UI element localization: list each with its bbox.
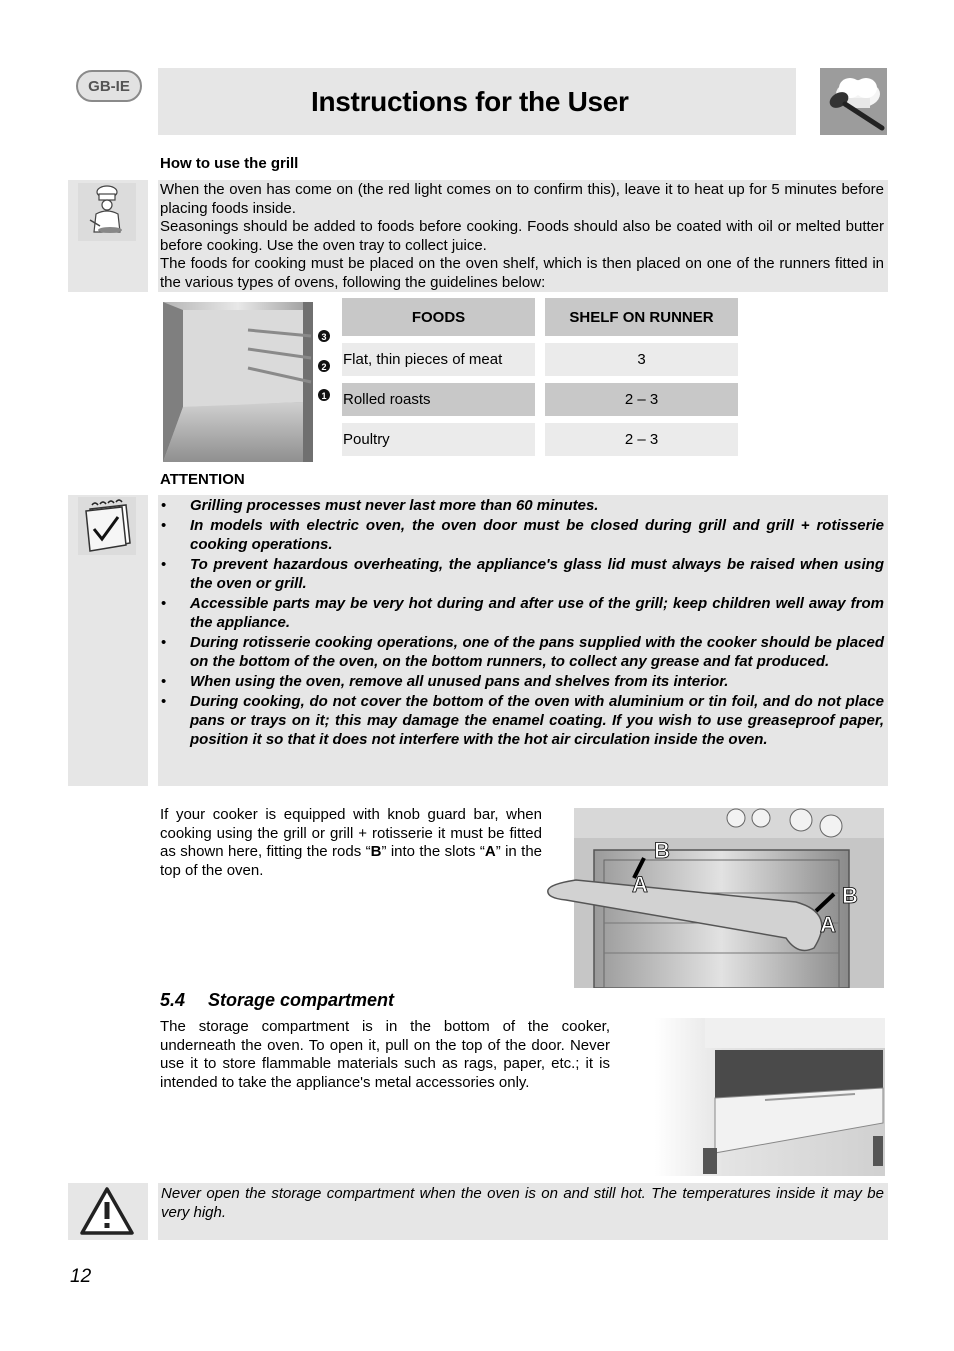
notepad-check-icon — [78, 497, 136, 555]
page-title: Instructions for the User — [311, 86, 629, 117]
knob-guard-text: If your cooker is equipped with knob guard bar, when cooking using the grill or grill + rotisserie it must be fitted as shown here, fitting the rods “B” into the slots “A” in the top of the oven. — [160, 806, 542, 879]
oven-runners-diagram — [163, 302, 331, 462]
figure-label-a: A — [632, 872, 648, 897]
runner-number: 1 — [321, 391, 327, 401]
runner-number: 2 — [321, 362, 327, 372]
figure-label-b: B — [842, 883, 858, 908]
list-item: • To prevent hazardous overheating, the appliance's glass lid must always be raised when using the oven or grill. — [160, 555, 884, 593]
table-row — [342, 383, 738, 416]
table-header: FOODS — [342, 298, 535, 336]
chef-icon — [78, 183, 136, 241]
grill-paragraph: Seasonings should be added to foods before cooking. Foods should also be coated with oil or melted butter before cooking. Use the oven tray to collect juice. — [160, 218, 884, 254]
spoon-chef-hat-icon — [820, 68, 887, 135]
list-item: • Grilling processes must never last more than 60 minutes. — [160, 496, 884, 515]
table-cell: 2 – 3 — [545, 423, 738, 456]
list-item: • During cooking, do not cover the bottom of the oven with aluminium or tin foil, and do not place pans or trays on it; this may damage the enamel coating. If you wish to use greaseproof paper, position it so that it does not interfere with the hot air circulation inside the oven. — [160, 692, 884, 749]
storage-compartment-image — [655, 1018, 885, 1176]
list-item: • When using the oven, remove all unused pans and shelves from its interior. — [160, 672, 884, 691]
grill-paragraph: The foods for cooking must be placed on the oven shelf, which is then placed on one of the runners fitted in the various types of ovens, following the guidelines below: — [160, 255, 884, 291]
table-header: SHELF ON RUNNER — [545, 298, 738, 336]
table-row — [342, 343, 738, 376]
grill-paragraph: When the oven has come on (the red light comes on to confirm this), leave it to heat up for 5 minutes before placing foods inside. — [160, 181, 884, 217]
list-item: • During rotisserie cooking operations, one of the pans supplied with the cooker should be placed on the bottom of the oven, on the bottom runners, to collect any grease and fat produced. — [160, 633, 884, 671]
grill-intro-text — [160, 181, 884, 292]
attention-list — [160, 496, 884, 750]
table-cell: Rolled roasts — [342, 383, 535, 416]
table-header-row — [342, 298, 738, 336]
warning-text: Never open the storage compartment when the oven is on and still hot. The temperatures inside it may be very high. — [161, 1185, 884, 1221]
table-cell: 3 — [545, 343, 738, 376]
table-cell: Poultry — [342, 423, 535, 456]
storage-text: The storage compartment is in the bottom of the cooker, underneath the oven. To open it, pull on the top of the door. Never use it to store flammable materials such as rags, paper, etc.; it is intended to take the appliance's metal accessories only. — [160, 1018, 610, 1091]
attention-heading: ATTENTION — [160, 471, 245, 488]
shelf-table — [332, 291, 748, 463]
warning-triangle-icon — [80, 1186, 134, 1236]
knob-guard-figure — [546, 808, 884, 988]
list-item: • Accessible parts may be very hot during and after use of the grill; keep children well away from the appliance. — [160, 594, 884, 632]
storage-heading: 5.4 Storage compartment — [160, 990, 395, 1010]
runner-number: 3 — [321, 332, 327, 342]
list-item: • In models with electric oven, the oven door must be closed during grill and grill + rotisserie cooking operations. — [160, 516, 884, 554]
figure-label-b: B — [654, 838, 670, 863]
table-row — [342, 423, 738, 456]
table-cell: Flat, thin pieces of meat — [342, 343, 535, 376]
grill-heading: How to use the grill — [160, 155, 299, 172]
figure-label-a: A — [820, 912, 836, 937]
page-number: 12 — [70, 1266, 92, 1287]
region-badge: GB-IE — [76, 70, 142, 102]
table-cell: 2 – 3 — [545, 383, 738, 416]
